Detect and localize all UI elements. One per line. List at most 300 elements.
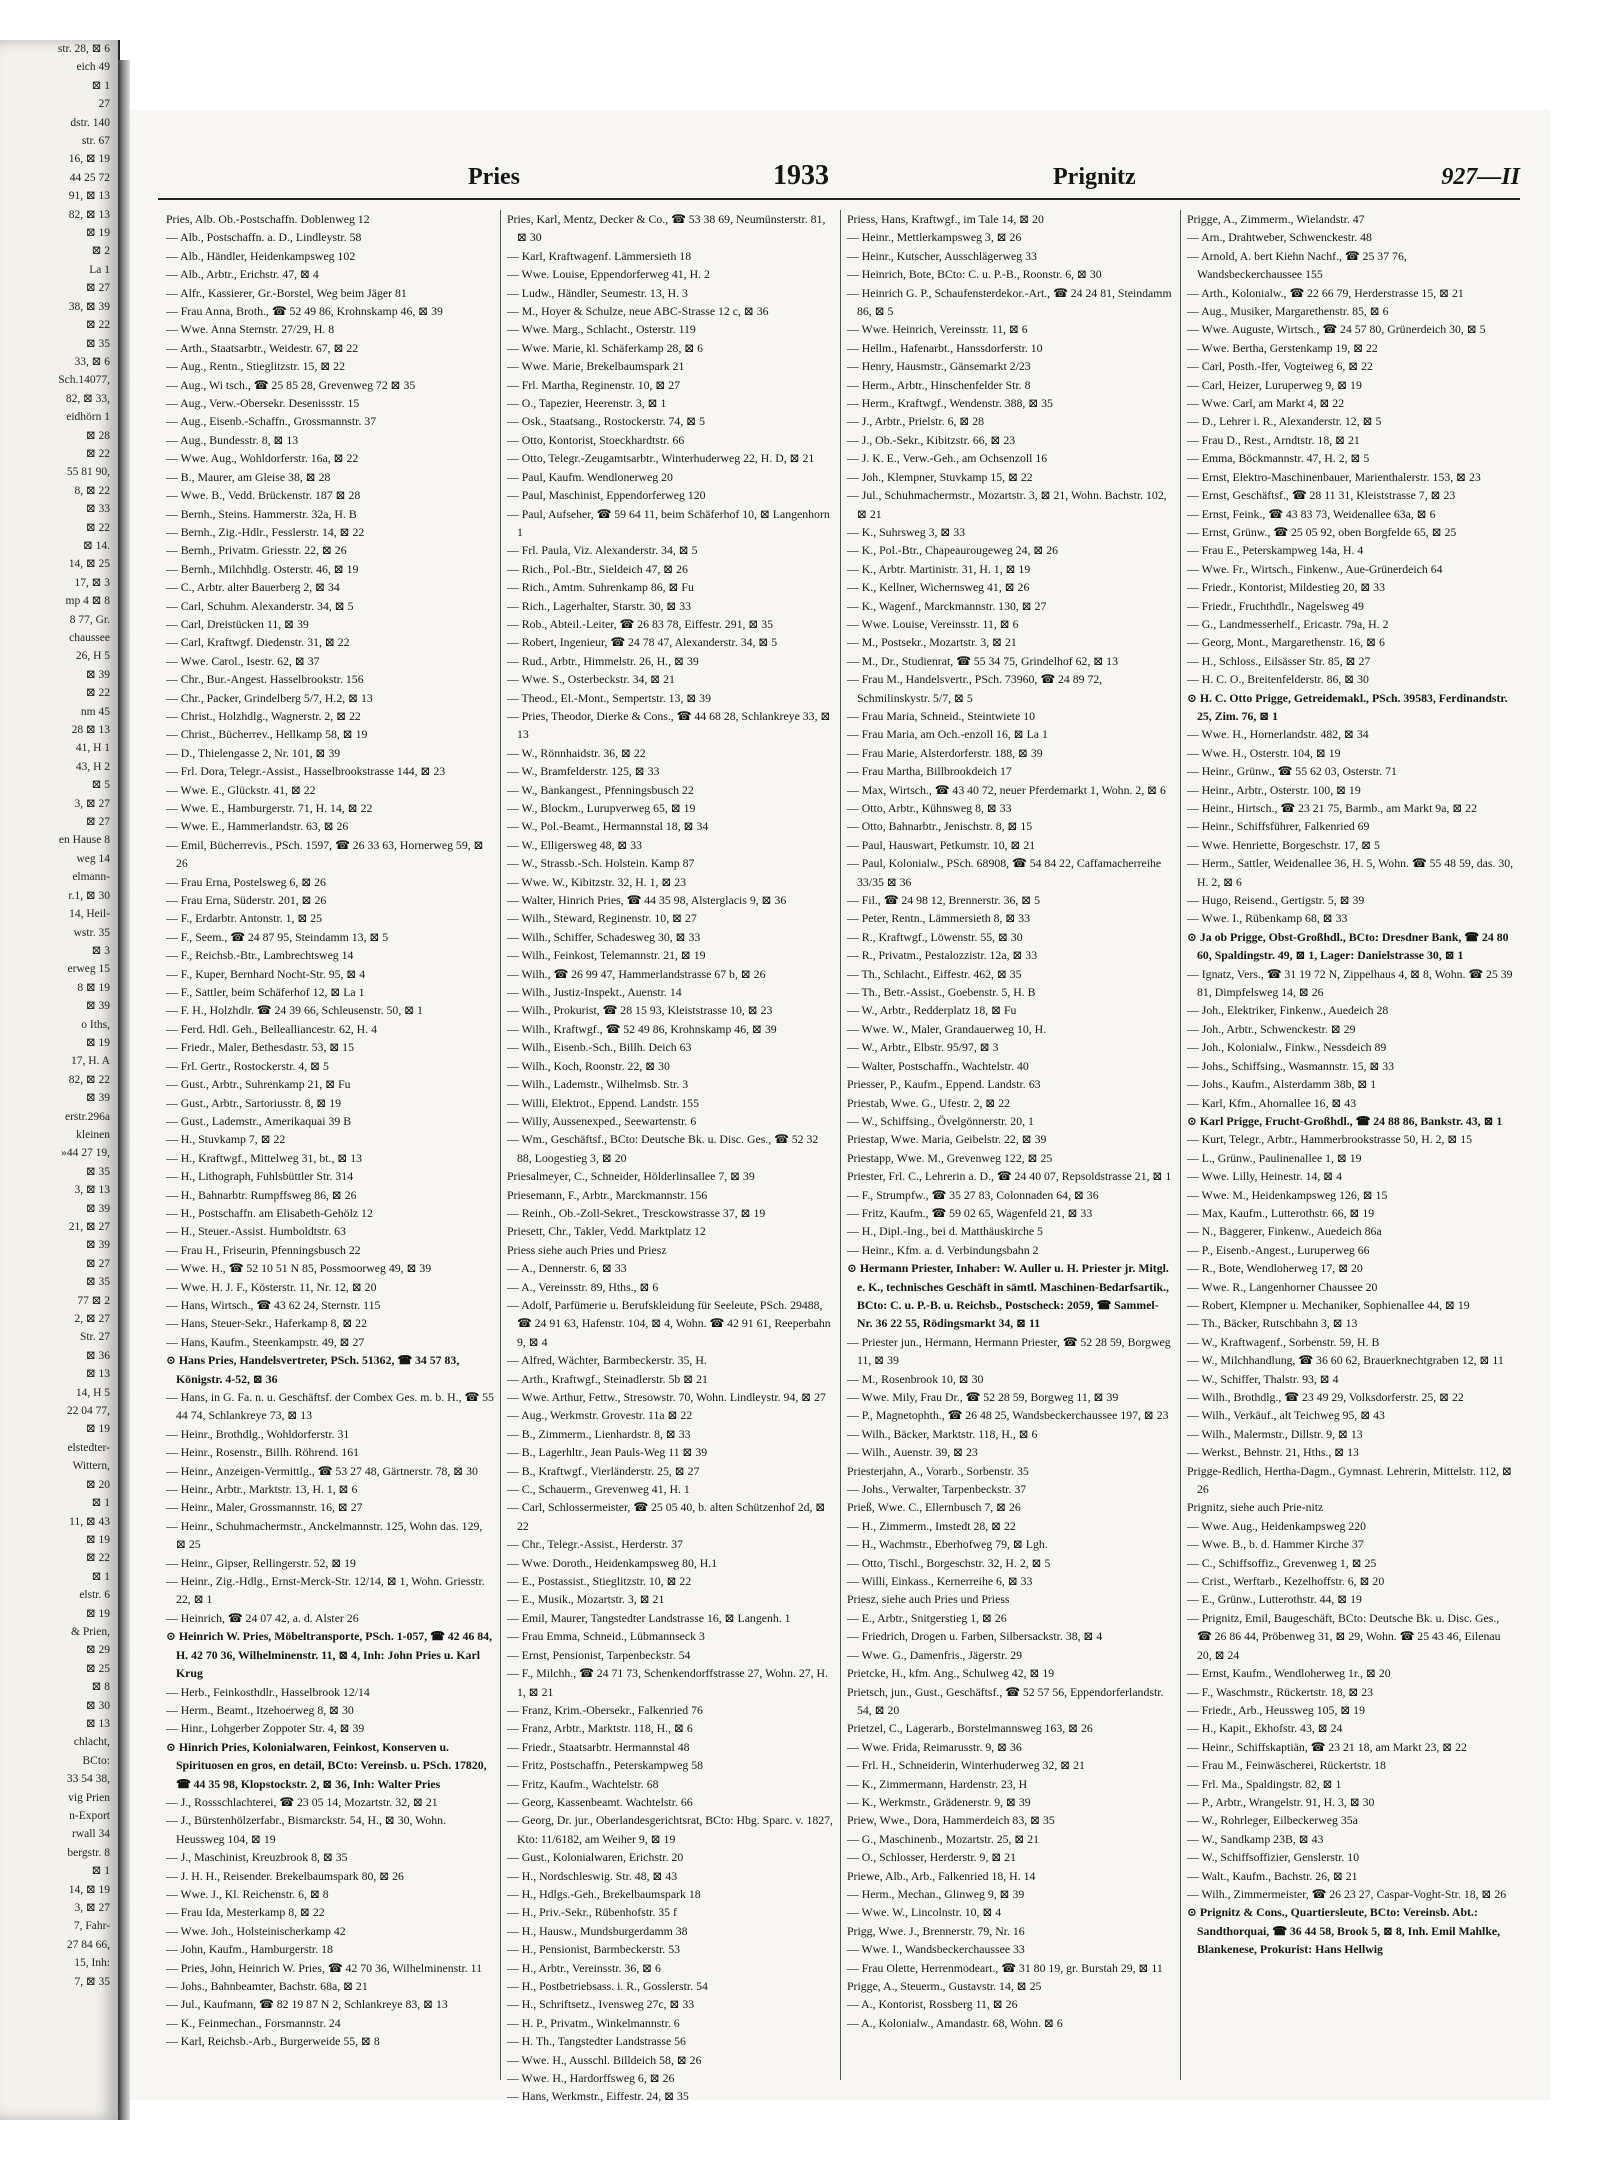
directory-entry: — W., Strassb.-Sch. Holstein. Kamp 87 <box>507 856 695 871</box>
directory-entry: — F., Sattler, beim Schäferhof 12, ⊠ La 1 <box>166 985 365 1000</box>
directory-entry: — Frau H., Friseurin, Pfenningsbusch 22 <box>166 1242 361 1257</box>
directory-entry: — D., Lehrer i. R., Alexanderstr. 12, ⊠ 5 <box>1187 414 1382 429</box>
directory-entry: — Frl. Paula, Viz. Alexanderstr. 34, ⊠ 5 <box>507 543 698 558</box>
left-fragment-line: 3, ⊠ 13 <box>74 1184 110 1197</box>
left-fragment-line: eidhörn 1 <box>66 411 110 424</box>
left-fragment-line: ⊠ 39 <box>85 1239 110 1252</box>
directory-entry: — Wilh., Verkäuf., alt Teichweg 95, ⊠ 43 <box>1187 1408 1385 1423</box>
directory-entry: — Robert, Klempner u. Mechaniker, Sophienallee 44, ⊠ 19 <box>1187 1297 1470 1312</box>
directory-entry: — Carl, Dreistücken 11, ⊠ 39 <box>166 616 309 631</box>
directory-entry: — Heinr., Maler, Grossmannstr. 16, ⊠ 27 <box>166 1500 363 1515</box>
directory-entry: — Wilh., Eisenb.-Sch., Billh. Deich 63 <box>507 1040 692 1055</box>
left-fragment-line: & Prien, <box>71 1625 110 1638</box>
directory-entry: — Ernst, Pensionist, Tarpenbeckstr. 54 <box>507 1647 691 1662</box>
directory-entry: — Bernh., Milchhdlg. Osterstr. 46, ⊠ 19 <box>166 561 359 576</box>
left-fragment-line: 14, ⊠ 19 <box>68 1883 110 1896</box>
directory-entry: — H. P., Privatm., Winkelmannstr. 6 <box>507 2015 680 2030</box>
directory-entry: — Herm., Sattler, Weidenallee 36, H. 5, Wohn. ☎ 55 48 59, das. 30, H. 2, ⊠ 6 <box>1187 856 1514 889</box>
left-fragment-line: en Hause 8 <box>58 834 110 847</box>
left-fragment-line: 44 25 72 <box>69 171 110 184</box>
column-4 <box>1180 210 1520 2080</box>
directory-entry: — Herm., Kraftwgf., Wendenstr. 388, ⊠ 35 <box>847 396 1053 411</box>
directory-entry: — Carl, Schlossermeister, ☎ 25 05 40, b. alten Schützenhof 2d, ⊠ 22 <box>507 1500 826 1533</box>
directory-entry: — Friedr., Fruchthdlr., Nagelsweg 49 <box>1187 598 1364 613</box>
directory-entry: — Paul, Maschinist, Eppendorferweg 120 <box>507 488 706 503</box>
directory-entry: — Ferd. Hdl. Geh., Bellealliancestr. 62, H. 4 <box>166 1021 377 1036</box>
directory-entry: — Wilh., Prokurist, ☎ 28 15 93, Kleiststrasse 10, ⊠ 23 <box>507 1003 773 1018</box>
directory-entry: — Prignitz, Emil, Baugeschäft, BCto: Deutsche Bk. u. Disc. Ges., ☎ 26 86 44, Pröbenweg 31, ⊠ 29, Wohn. ☎ 25 43 46, Eilenau 20, ⊠ 24 <box>1187 1610 1501 1662</box>
directory-entry: Prieß, Wwe. C., Ellernbusch 7, ⊠ 26 <box>847 1500 1021 1515</box>
directory-entry: — Otto, Arbtr., Kühnsweg 8, ⊠ 33 <box>847 801 1012 815</box>
left-fragment-line: 8 ⊠ 19 <box>77 981 110 994</box>
directory-entry: — Walter, Postschaffn., Wachtelstr. 40 <box>847 1058 1029 1073</box>
left-fragment-line: ⊠ 5 <box>91 779 110 792</box>
directory-entry: — Wwe. E., Glückstr. 41, ⊠ 22 <box>166 782 316 797</box>
directory-entry: — Aug., Rentn., Stieglitzstr. 15, ⊠ 22 <box>166 359 345 374</box>
directory-entry: — Bernh., Steins. Hammerstr. 32a, H. B <box>166 506 357 521</box>
left-fragment-line: nm 45 <box>80 705 110 718</box>
directory-entry: — F., Milchh., ☎ 24 71 73, Schenkendorffstrasse 27, Wohn. 27, H. 1, ⊠ 21 <box>507 1666 829 1699</box>
directory-entry: — W., Schiffsing., Övelgönnerstr. 20, 1 <box>847 1113 1034 1128</box>
left-fragment-line: ⊠ 30 <box>85 1699 110 1712</box>
directory-entry: — Frau Marie, Alsterdorferstr. 188, ⊠ 39 <box>847 745 1043 760</box>
directory-entry: — H., Arbtr., Vereinsstr. 36, ⊠ 6 <box>507 1960 661 1975</box>
directory-entry: — Hans, Werkmstr., Eiffestr. 24, ⊠ 35 <box>507 2089 689 2104</box>
directory-entry: — Emil, Maurer, Tangstedter Landstrasse 16, ⊠ Langenh. 1 <box>507 1610 791 1625</box>
left-fragment-line: dstr. 140 <box>70 116 110 129</box>
directory-entry: — Carl, Schuhm. Alexanderstr. 34, ⊠ 5 <box>166 598 354 613</box>
directory-entry: — Carl, Kraftwgf. Diedenstr. 31, ⊠ 22 <box>166 635 350 650</box>
left-fragment-line: 14, H 5 <box>75 1386 110 1399</box>
directory-entry: ⊙ Heinrich W. Pries, Möbeltransporte, PSch. 1-057, ☎ 42 46 84, H. 42 70 36, Wilhelminenstr. 11, ⊠ 4, Inh: John Pries u. Karl Krug <box>166 1629 493 1681</box>
left-fragment-line: 16, ⊠ 19 <box>68 153 110 166</box>
left-fragment-line: 3, ⊠ 27 <box>74 797 110 810</box>
directory-entry: — W., Schiffsoffizier, Genslerstr. 10 <box>1187 1850 1360 1865</box>
directory-entry: — Hans, Steuer-Sekr., Haferkamp 8, ⊠ 22 <box>166 1316 367 1331</box>
left-fragment-line: 21, ⊠ 27 <box>68 1221 110 1233</box>
directory-entry: — Friedr., Arb., Heussweg 105, ⊠ 19 <box>1187 1702 1365 1717</box>
left-fragment-line: 27 84 66, <box>66 1938 110 1951</box>
left-fragment-line: ⊠ 39 <box>85 668 110 681</box>
left-fragment-line: 82, ⊠ 22 <box>68 1073 110 1086</box>
directory-entry: — Wwe. R., Langenhorner Chaussee 20 <box>1187 1279 1378 1294</box>
left-fragment-line: 82, ⊠ 33, <box>65 392 110 405</box>
directory-entry: — Wwe. H., Ausschl. Billdeich 58, ⊠ 26 <box>507 2052 702 2067</box>
directory-entry: — W., Milchhandlung, ☎ 36 60 62, Brauerknechtgraben 12, ⊠ 11 <box>1187 1353 1504 1368</box>
directory-entry: — Aug., Werkmstr. Grovestr. 11a ⊠ 22 <box>507 1408 693 1423</box>
directory-entry: — Arn., Drahtweber, Schwenckestr. 48 <box>1187 230 1372 245</box>
column-1 <box>160 210 500 2080</box>
left-fragment-line: La 1 <box>89 263 110 276</box>
directory-entry: — Georg, Dr. jur., Oberlandesgerichtsrat, BCto: Hbg. Sparc. v. 1827, Kto: 11/6182, am Weiher 9, ⊠ 19 <box>507 1813 833 1846</box>
directory-entry: ⊙ Hermann Priester, Inhaber: W. Auller u. H. Priester jr. Mitgl. e. K., technisches Geschäft in sämtl. Maschinen-Bedarfsartik., BCto: C. u. P.-B. u. Reichsb., Postscheck: 2059, ☎ Sammel-Nr. 36 22 55, Rödingsmarkt 34, ⊠ 11 <box>847 1261 1169 1331</box>
directory-entry: — Fritz, Kaufm., ☎ 59 02 65, Wagenfeld 21, ⊠ 33 <box>847 1205 1093 1220</box>
directory-entry: — K., Arbtr. Martinistr. 31, H. 1, ⊠ 19 <box>847 561 1031 576</box>
directory-entry: — Aug., Verw.-Obersekr. Desenissstr. 15 <box>166 396 360 411</box>
directory-entry: — Th., Betr.-Assist., Goebenstr. 5, H. B <box>847 985 1036 1000</box>
directory-entry: — Pries, John, Heinrich W. Pries, ☎ 42 70 36, Wilhelminenstr. 11 <box>166 1960 483 1975</box>
left-fragment-line: ⊠ 36 <box>85 1349 110 1362</box>
directory-entry: — Peter, Rentn., Lämmersieth 8, ⊠ 33 <box>847 911 1031 926</box>
directory-entry: — F., Reichsb.-Btr., Lambrechtsweg 14 <box>166 948 354 963</box>
column-3 <box>840 210 1180 2080</box>
directory-entry: — W., Kraftwagenf., Sorbenstr. 59, H. B <box>1187 1334 1380 1349</box>
directory-entry: — Georg, Mont., Margarethenstr. 16, ⊠ 6 <box>1187 635 1385 650</box>
directory-entry: — Johs., Bahnbeamter, Bachstr. 68a, ⊠ 21 <box>166 1979 368 1993</box>
directory-entry: — Th., Bäcker, Rutschbahn 3, ⊠ 13 <box>1187 1316 1358 1331</box>
directory-entry: — Friedr., Maler, Bethesdastr. 53, ⊠ 15 <box>166 1040 354 1055</box>
directory-entry: — Wwe. E., Hamburgerstr. 71, H. 14, ⊠ 22 <box>166 801 373 815</box>
directory-entry: — Friedr., Staatsarbtr. Hermannstal 48 <box>507 1739 690 1754</box>
directory-entry: — B., Maurer, am Gleise 38, ⊠ 28 <box>166 469 331 484</box>
directory-entry: — J., Bürstenhölzerfabr., Bismarckstr. 54, H., ⊠ 30, Wohn. Heussweg 104, ⊠ 19 <box>166 1813 447 1846</box>
directory-entry: — K., Kellner, Wichernsweg 41, ⊠ 26 <box>847 580 1030 595</box>
directory-entry: — J. K. E., Verw.-Geh., am Ochsenzoll 16 <box>847 451 1048 466</box>
directory-entry: — Ernst, Geschäftsf., ☎ 28 11 31, Kleiststrasse 7, ⊠ 23 <box>1187 488 1456 503</box>
directory-entry: — W., Bramfelderstr. 125, ⊠ 33 <box>507 764 660 779</box>
directory-entry: — Wwe. B., b. d. Hammer Kirche 37 <box>1187 1537 1364 1552</box>
directory-entry: — Wwe. Doroth., Heidenkampsweg 80, H.1 <box>507 1555 718 1570</box>
directory-entry: — Wwe. W., Maler, Grandauerweg 10, H. <box>847 1021 1047 1036</box>
left-fragment-line: ⊠ 35 <box>85 337 110 350</box>
directory-entry: — Wwe. H. J. F., Kösterstr. 11, Nr. 12, ⊠ 20 <box>166 1279 377 1294</box>
directory-entry: — Hans, in G. Fa. n. u. Geschäftsf. der Combex Ges. m. b. H., ☎ 55 44 74, Schlankreye 73, ⊠ 13 <box>166 1390 494 1423</box>
directory-entry: — Otto, Telegr.-Zeugamtsarbtr., Winterhuderweg 22, H. D, ⊠ 21 <box>507 451 815 466</box>
directory-entry: — Wwe. Louise, Eppendorferweg 41, H. 2 <box>507 267 710 282</box>
directory-entry: — Chr., Telegr.-Assist., Herderstr. 37 <box>507 1537 683 1552</box>
directory-entry: — Heinr., Rosenstr., Billh. Röhrend. 161 <box>166 1445 360 1460</box>
directory-entry: — F., Seem., ☎ 24 87 95, Steindamm 13, ⊠ 5 <box>166 929 389 944</box>
directory-entry: — Gust., Arbtr., Sartoriusstr. 8, ⊠ 19 <box>166 1095 342 1110</box>
directory-entry: — Heinr., Mettlerkampsweg 3, ⊠ 26 <box>847 230 1022 245</box>
directory-entry: — Frau M., Feinwäscherei, Rückertstr. 18 <box>1187 1758 1386 1773</box>
left-fragment-line: ⊠ 20 <box>85 1478 110 1491</box>
left-fragment-line: Sch.14077, <box>58 374 110 387</box>
left-fragment-line: chlacht, <box>73 1736 110 1749</box>
directory-entry: — Walt., Kaufm., Bachstr. 26, ⊠ 21 <box>1187 1868 1358 1883</box>
left-fragment-line: ⊠ 22 <box>85 687 110 700</box>
left-fragment-line: 82, ⊠ 13 <box>68 208 110 221</box>
directory-entry: — Wwe. Marg., Schlacht., Osterstr. 119 <box>507 322 696 337</box>
directory-entry: — R., Kraftwgf., Löwenstr. 55, ⊠ 30 <box>847 929 1023 944</box>
directory-entry: — Alfr., Kassierer, Gr.-Borstel, Weg beim Jäger 81 <box>166 285 407 300</box>
directory-entry: — Frl. Gertr., Rostockerstr. 4, ⊠ 5 <box>166 1058 329 1073</box>
left-fragment-line: 3, ⊠ 27 <box>74 1902 110 1915</box>
directory-entry: — Frau Olette, Herrenmodeart., ☎ 31 80 19, gr. Burstah 29, ⊠ 11 <box>847 1960 1163 1975</box>
directory-entry: — E., Musik., Mozartstr. 3, ⊠ 21 <box>507 1592 665 1607</box>
left-fragment-line: 17, H. A <box>71 1055 110 1068</box>
directory-entry: — Frau Ida, Mesterkamp 8, ⊠ 22 <box>166 1905 325 1920</box>
directory-entry: — Ignatz, Vers., ☎ 31 19 72 N, Zippelhaus 4, ⊠ 8, Wohn. ☎ 25 39 81, Dimpfelsweg 14, ⊠ 26 <box>1187 966 1513 1000</box>
directory-entry: — L., Grünw., Paulinenallee 1, ⊠ 19 <box>1187 1150 1362 1165</box>
directory-entry: — Arth., Staatsarbtr., Weidestr. 67, ⊠ 22 <box>166 340 359 355</box>
left-fragment-line: 28 ⊠ 13 <box>71 724 110 737</box>
left-fragment-line: chaussee <box>69 632 110 644</box>
directory-entry: — Wwe. W., Lincolnstr. 10, ⊠ 4 <box>847 1905 1002 1920</box>
directory-entry: — J., Arbtr., Prielstr. 6, ⊠ 28 <box>847 414 985 429</box>
directory-entry: — D., Thielengasse 2, Nr. 101, ⊠ 39 <box>166 745 341 760</box>
directory-entry: — Pries, Theodor, Dierke & Cons., ☎ 44 68 28, Schlankreye 33, ⊠ 13 <box>507 708 831 742</box>
directory-entry: — H., Schloss., Eilsässer Str. 85, ⊠ 27 <box>1187 653 1371 668</box>
directory-entry: Prignitz, siehe auch Prie-nitz <box>1187 1500 1324 1515</box>
left-fragment-line: 22 04 77, <box>66 1405 110 1418</box>
directory-entry: — Frau Martha, Billbrookdeich 17 <box>847 764 1012 779</box>
directory-entry: — H., Lithograph, Fuhlsbüttler Str. 314 <box>166 1169 354 1184</box>
directory-entry: — Robert, Ingenieur, ☎ 24 78 47, Alexanderstr. 34, ⊠ 5 <box>507 635 778 650</box>
header-first-name: Pries <box>468 164 520 190</box>
directory-entry: — Friedr., Kontorist, Mildestieg 20, ⊠ 33 <box>1187 580 1385 595</box>
directory-entry: — B., Lagerhltr., Jean Pauls-Weg 11 ⊠ 39 <box>507 1445 708 1460</box>
directory-entry: — Wilh., Bäcker, Marktstr. 118, H., ⊠ 6 <box>847 1426 1038 1441</box>
left-fragment-line: 2, ⊠ 27 <box>74 1313 110 1326</box>
directory-entry: — Willi, Elektrot., Eppend. Landstr. 155 <box>507 1095 699 1110</box>
directory-entry: — Chr., Packer, Grindelberg 5/7, H.2, ⊠ 13 <box>166 690 373 705</box>
directory-entry: Prigge, A., Steuerm., Gustavstr. 14, ⊠ 25 <box>847 1979 1042 1993</box>
directory-entry: — Frau Erna, Postelsweg 6, ⊠ 26 <box>166 874 326 889</box>
left-fragment-line: 55 81 90, <box>66 466 110 479</box>
directory-entry: — Kurt, Telegr., Arbtr., Hammerbrookstrasse 50, H. 2, ⊠ 15 <box>1187 1132 1473 1147</box>
left-fragment-line: 14, ⊠ 25 <box>68 558 110 571</box>
directory-entry: — H. Th., Tangstedter Landstrasse 56 <box>507 2034 686 2049</box>
directory-entry: — Herb., Feinkosthdlr., Hasselbrook 12/14 <box>166 1684 370 1699</box>
directory-entry: — R., Bote, Wendloherweg 17, ⊠ 20 <box>1187 1261 1363 1276</box>
directory-entry: — Aug., Wi tsch., ☎ 25 85 28, Grevenweg 72 ⊠ 35 <box>166 377 416 392</box>
directory-entry: — Christ., Bücherrev., Hellkamp 58, ⊠ 19 <box>166 727 368 742</box>
directory-entry: — H., Hdlgs.-Geh., Brekelbaumspark 18 <box>507 1886 701 1901</box>
directory-entry: — Rob., Abteil.-Leiter, ☎ 26 83 78, Eiffestr. 291, ⊠ 35 <box>507 616 774 631</box>
directory-entry: — Wwe. Fr., Wirtsch., Finkenw., Aue-Grünerdeich 64 <box>1187 561 1443 576</box>
directory-entry: — Johs., Schiffsing., Wasmannstr. 15, ⊠ 33 <box>1187 1058 1395 1073</box>
left-fragment-line: 14, Heil- <box>69 908 110 921</box>
directory-entry: — Heinrich, ☎ 24 07 42, a. d. Alster 26 <box>166 1610 359 1625</box>
directory-entry: — M., Rosenbrook 10, ⊠ 30 <box>847 1371 984 1386</box>
directory-entry: — F., Kuper, Bernhard Nocht-Str. 95, ⊠ 4 <box>166 966 366 981</box>
left-fragment-line: ⊠ 19 <box>85 1036 110 1049</box>
left-fragment-line: ⊠ 2 <box>91 245 110 258</box>
directory-entry: — Heinr., Zig.-Hdlg., Ernst-Merck-Str. 12/14, ⊠ 1, Wohn. Griesstr. 22, ⊠ 1 <box>166 1574 485 1607</box>
directory-entry: — Th., Schlacht., Eiffestr. 462, ⊠ 35 <box>847 966 1022 981</box>
directory-entry: — H., Dipl.-Ing., bei d. Matthäuskirche 5 <box>847 1224 1043 1239</box>
left-fragment-line: 91, ⊠ 13 <box>68 190 110 203</box>
left-fragment-line: 41, H 1 <box>75 742 110 755</box>
directory-entry: — W., Bankangest., Pfenningsbusch 22 <box>507 782 694 797</box>
directory-entry: — Arnold, A. bert Kiehn Nachf., ☎ 25 37 76, Wandsbeckerchaussee 155 <box>1187 248 1407 282</box>
directory-entry: — Georg, Kassenbeamt. Wachtelstr. 66 <box>507 1794 693 1809</box>
left-fragment-line: 43, H 2 <box>75 760 110 773</box>
directory-entry: — Otto, Kontorist, Stoeckhardtstr. 66 <box>507 432 685 447</box>
left-fragment-line: 33, ⊠ 6 <box>74 355 110 368</box>
directory-entry: — Johs., Verwalter, Tarpenbeckstr. 37 <box>847 1482 1027 1497</box>
directory-entry: Priestab, Wwe. G., Ufestr. 2, ⊠ 22 <box>847 1095 1011 1110</box>
directory-entry: — Wwe. Carl, am Markt 4, ⊠ 22 <box>1187 396 1345 411</box>
left-fragment-line: n-Export <box>69 1810 110 1822</box>
directory-entry: Priester, Frl. C., Lehrerin a. D., ☎ 24 40 07, Repsoldstrasse 21, ⊠ 1 <box>847 1169 1172 1184</box>
left-fragment-line: 8 77, Gr. <box>69 613 110 626</box>
directory-entry: — Heinr., Brothdlg., Wohldorferstr. 31 <box>166 1426 350 1441</box>
directory-entry: — O., Schlosser, Herderstr. 9, ⊠ 21 <box>847 1850 1016 1865</box>
directory-entry: Priewe, Alb., Arb., Falkenried 18, H. 14 <box>847 1868 1036 1883</box>
directory-entry: — Karl, Kraftwagenf. Lämmersieth 18 <box>507 248 692 263</box>
left-fragment-line: ⊠ 22 <box>85 521 110 534</box>
directory-entry: — H., Priv.-Sekr., Rübenhofstr. 35 f <box>507 1905 677 1920</box>
directory-entry: — W., Arbtr., Elbstr. 95/97, ⊠ 3 <box>847 1040 999 1055</box>
left-fragment-line: ⊠ 27 <box>85 816 110 829</box>
left-fragment-line: 7, Fahr- <box>73 1920 110 1933</box>
directory-entry: Priesett, Chr., Takler, Vedd. Marktplatz 12 <box>507 1224 706 1239</box>
directory-entry: — Otto, Tischl., Borgeschstr. 32, H. 2, ⊠ 5 <box>847 1555 1051 1570</box>
directory-entry: — Wwe. M., Heidenkampsweg 126, ⊠ 15 <box>1187 1187 1388 1202</box>
directory-entry: — Theod., El.-Mont., Sempertstr. 13, ⊠ 39 <box>507 690 711 705</box>
directory-entry: — H., Wachmstr., Eberhofweg 79, ⊠ Lgh. <box>847 1537 1048 1552</box>
directory-entry: — Wilh., Brothdlg., ☎ 23 49 29, Volksdorferstr. 25, ⊠ 22 <box>1187 1390 1464 1404</box>
directory-entry: — K., Feinmechan., Forsmannstr. 24 <box>166 2015 341 2030</box>
directory-entry: — Jul., Schuhmachermstr., Mozartstr. 3, ⊠ 21, Wohn. Bachstr. 102, ⊠ 21 <box>847 488 1167 521</box>
directory-entry: — Wwe. Marie, Brekelbaumspark 21 <box>507 359 685 374</box>
directory-entry: — Crist., Werftarb., Kezelhoffstr. 6, ⊠ 20 <box>1187 1574 1385 1589</box>
directory-entry: — J., Rossschlachterei, ☎ 23 05 14, Mozartstr. 32, ⊠ 21 <box>166 1794 438 1809</box>
directory-entry: — Otto, Bahnarbtr., Jenischstr. 8, ⊠ 15 <box>847 819 1033 834</box>
directory-entry: — H., Bahnarbtr. Rumpffsweg 86, ⊠ 26 <box>166 1187 357 1202</box>
directory-entry: — H., Kraftwgf., Mittelweg 31, bt., ⊠ 13 <box>166 1150 362 1165</box>
directory-entry: — Max, Kaufm., Lutterothstr. 66, ⊠ 19 <box>1187 1205 1375 1220</box>
left-fragment-line: 7, ⊠ 35 <box>74 1975 110 1988</box>
directory-entry: — K., Wagenf., Marckmannstr. 130, ⊠ 27 <box>847 598 1047 613</box>
directory-entry: — H., Schriftsetz., Ivensweg 27c, ⊠ 33 <box>507 1997 695 2012</box>
left-fragment-line: ⊠ 35 <box>85 1165 110 1178</box>
directory-entry: — Rud., Arbtr., Himmelstr. 26, H., ⊠ 39 <box>507 653 699 668</box>
directory-entry: — Alfred, Wächter, Barmbeckerstr. 35, H. <box>507 1353 707 1368</box>
directory-entry: — Wilh., Feinkost, Telemannstr. 21, ⊠ 19 <box>507 948 706 963</box>
directory-entry: — Hugo, Reisend., Gertigstr. 5, ⊠ 39 <box>1187 893 1365 908</box>
left-fragment-line: erstr.296a <box>64 1110 110 1123</box>
directory-entry: — Joh., Klempner, Stuvkamp 15, ⊠ 22 <box>847 469 1033 484</box>
left-fragment-line: ⊠ 27 <box>85 1257 110 1270</box>
left-fragment-line: ⊠ 25 <box>85 1662 110 1675</box>
directory-entry: — Ernst, Elektro-Maschinenbauer, Marienthalerstr. 153, ⊠ 23 <box>1187 469 1481 484</box>
directory-entry: — Paul, Kaufm. Wendlonerweg 20 <box>507 469 673 484</box>
page-header <box>158 158 1520 200</box>
directory-entry: — K., Werkmstr., Grädenerstr. 9, ⊠ 39 <box>847 1794 1031 1809</box>
directory-entry: — Wwe. Joh., Holsteinischerkamp 42 <box>166 1923 346 1938</box>
directory-entry: — Max, Wirtsch., ☎ 43 40 72, neuer Pferdemarkt 1, Wohn. 2, ⊠ 6 <box>847 782 1166 797</box>
directory-entry: — Willy, Aussenexped., Seewartenstr. 6 <box>507 1113 697 1128</box>
directory-entry: — Wwe. Louise, Vereinsstr. 11, ⊠ 6 <box>847 616 1019 631</box>
directory-entry: — J., Maschinist, Kreuzbrook 8, ⊠ 35 <box>166 1850 348 1865</box>
left-fragment-line: weg 14 <box>76 852 110 865</box>
directory-entry: — Frau Maria, Schneid., Steintwiete 10 <box>847 708 1036 723</box>
directory-entry: — Hinr., Lohgerber Zoppoter Str. 4, ⊠ 39 <box>166 1721 365 1736</box>
directory-entry: — Rich., Pol.-Btr., Sieldeich 47, ⊠ 26 <box>507 561 688 576</box>
directory-entry: — J., Ob.-Sekr., Kibitzstr. 66, ⊠ 23 <box>847 432 1016 447</box>
directory-entry: — A., Kolonialw., Amandastr. 68, Wohn. ⊠ 6 <box>847 2015 1063 2030</box>
directory-entry: — Emil, Bücherrevis., PSch. 1597, ☎ 26 33 63, Hornerweg 59, ⊠ 26 <box>166 837 484 871</box>
directory-entry: Priess siehe auch Pries und Priesz <box>507 1242 667 1257</box>
directory-entry: — Jul., Kaufmann, ☎ 82 19 87 N 2, Schlankreye 83, ⊠ 13 <box>166 1997 448 2012</box>
directory-entry: Prietzel, C., Lagerarb., Borstelmannsweg 163, ⊠ 26 <box>847 1721 1093 1736</box>
directory-entry: — Frau Erna, Süderstr. 201, ⊠ 26 <box>166 893 327 908</box>
directory-entry: — H., Stuvkamp 7, ⊠ 22 <box>166 1132 286 1147</box>
left-fragment-line: ⊠ 39 <box>85 1000 110 1013</box>
directory-entry: — Wwe. Marie, kl. Schäferkamp 28, ⊠ 6 <box>507 340 704 355</box>
directory-entry: — Ernst, Kaufm., Wendloherweg 1r., ⊠ 20 <box>1187 1666 1391 1681</box>
directory-entry: — K., Pol.-Btr., Chapeaurougeweg 24, ⊠ 26 <box>847 543 1059 558</box>
left-fragment-line: str. 28, ⊠ 6 <box>57 43 110 55</box>
directory-entry: — Rich., Lagerhalter, Starstr. 30, ⊠ 33 <box>507 598 692 613</box>
directory-entry: — Heinr., Kfm. a. d. Verbindungsbahn 2 <box>847 1242 1039 1257</box>
directory-entry: — John, Kaufm., Hamburgerstr. 18 <box>166 1942 333 1957</box>
left-fragment-line: ⊠ 3 <box>91 944 110 957</box>
directory-entry: — Osk., Staatsang., Rostockerstr. 74, ⊠ 5 <box>507 414 705 429</box>
directory-entry: — Wilh., Lademstr., Wilhelmsb. Str. 3 <box>507 1077 689 1092</box>
left-fragment-line: wstr. 35 <box>73 926 110 939</box>
directory-entry: — C., Schauerm., Grevenweg 41, H. 1 <box>507 1482 690 1497</box>
directory-entry: Priesser, P., Kaufm., Eppend. Landstr. 63 <box>847 1077 1041 1092</box>
directory-entry: — K., Zimmermann, Hardenstr. 23, H <box>847 1776 1028 1791</box>
left-fragment-line: »44 27 19, <box>61 1147 110 1160</box>
directory-entry: — Wwe. J., Kl. Reichenstr. 6, ⊠ 8 <box>166 1886 329 1901</box>
left-fragment-line: ⊠ 33 <box>85 503 110 516</box>
directory-entry: — R., Privatm., Pestalozzistr. 12a, ⊠ 33 <box>847 948 1038 963</box>
directory-entry: ⊙ Hinrich Pries, Kolonialwaren, Feinkost, Konserven u. Spirituosen en gros, en detail, BCto: Vereinsb. u. PSch. 17820, ☎ 44 35 98, Klopstockstr. 2, ⊠ 36, Inh: Walter Pries <box>166 1739 487 1791</box>
directory-entry: — Fil., ☎ 24 98 12, Brennerstr. 36, ⊠ 5 <box>847 893 1041 908</box>
directory-entry: — Wwe. S., Osterbeckstr. 34, ⊠ 21 <box>507 672 675 687</box>
directory-entry: — Wwe. Bertha, Gerstenkamp 19, ⊠ 22 <box>1187 340 1378 355</box>
left-fragment-line: kleinen <box>76 1128 110 1141</box>
directory-entry: — Bernh., Zig.-Hdlr., Fesslerstr. 14, ⊠ 22 <box>166 524 365 539</box>
directory-entry: — C., Arbtr. alter Bauerberg 2, ⊠ 34 <box>166 580 340 595</box>
directory-entry: — Wwe. H., Osterstr. 104, ⊠ 19 <box>1187 745 1341 760</box>
header-page-number: 927—II <box>1441 164 1520 190</box>
directory-entry: — Werkst., Behnstr. 21, Hths., ⊠ 13 <box>1187 1445 1359 1460</box>
directory-entry: — Herm., Arbtr., Hinschenfelder Str. 8 <box>847 377 1031 392</box>
left-fragment-line: ⊠ 19 <box>85 1607 110 1620</box>
directory-entry: ⊙ Hans Pries, Handelsvertreter, PSch. 51362, ☎ 34 57 83, Königstr. 4-52, ⊠ 36 <box>166 1353 460 1386</box>
directory-entry: — W., Schiffer, Thalstr. 93, ⊠ 4 <box>1187 1371 1339 1386</box>
left-fragment-line: erweg 15 <box>67 963 110 976</box>
entry-columns <box>160 210 1520 2104</box>
left-fragment-line: 8, ⊠ 22 <box>74 484 110 497</box>
left-fragment-line: ⊠ 22 <box>85 319 110 332</box>
left-fragment-line: Wittern, <box>72 1460 110 1473</box>
directory-entry: — H., Zimmerm., Imstedt 28, ⊠ 22 <box>847 1518 1016 1533</box>
directory-entry: — Wilh., Kraftwgf., ☎ 52 49 86, Krohnskamp 46, ⊠ 39 <box>507 1021 777 1036</box>
left-fragment-line: ⊠ 39 <box>85 1092 110 1105</box>
directory-entry: — Hans, Wirtsch., ☎ 43 62 24, Sternstr. 115 <box>166 1297 381 1312</box>
directory-entry: — Aug., Musiker, Margarethenstr. 85, ⊠ 6 <box>1187 304 1389 319</box>
directory-entry: — Frl. Dora, Telegr.-Assist., Hasselbrookstrasse 144, ⊠ 23 <box>166 764 446 779</box>
directory-entry: — Paul, Aufseher, ☎ 59 64 11, beim Schäferhof 10, ⊠ Langenhorn 1 <box>507 506 830 539</box>
directory-entry: — H., Postbetriebsass. i. R., Gosslerstr. 54 <box>507 1979 708 1993</box>
left-fragment-line: ⊠ 19 <box>85 1423 110 1436</box>
left-fragment-line: ⊠ 14. <box>83 539 110 552</box>
directory-entry: Prietsch, jun., Gust., Geschäftsf., ☎ 52 57 56, Eppendorferlandstr. 54, ⊠ 20 <box>847 1684 1164 1717</box>
left-fragment-line: mp 4 ⊠ 8 <box>65 595 110 608</box>
left-fragment-line: BCto: <box>82 1754 110 1767</box>
directory-entry: — Fritz, Kaufm., Wachtelstr. 68 <box>507 1776 659 1791</box>
directory-entry: — Arth., Kolonialw., ☎ 22 66 79, Herderstrasse 15, ⊠ 21 <box>1187 285 1464 300</box>
directory-entry: — Wm., Geschäftsf., BCto: Deutsche Bk. u. Disc. Ges., ☎ 52 32 88, Loogestieg 3, ⊠ 20 <box>507 1132 819 1165</box>
directory-entry: Pries, Alb. Ob.-Postschaffn. Doblenweg 12 <box>166 212 370 226</box>
directory-entry: — Ernst, Feink., ☎ 43 83 73, Weidenallee 63a, ⊠ 6 <box>1187 506 1436 521</box>
directory-entry: — F., Strumpfw., ☎ 35 27 83, Colonnaden 64, ⊠ 36 <box>847 1187 1099 1202</box>
left-fragment-line: ⊠ 13 <box>85 1717 110 1730</box>
directory-entry: — M., Hoyer & Schulze, neue ABC-Strasse 12 c, ⊠ 36 <box>507 304 769 319</box>
directory-entry: — Fritz, Postschaffn., Peterskampweg 58 <box>507 1758 704 1773</box>
directory-entry: — Paul, Kolonialw., PSch. 68908, ☎ 54 84 22, Caffamacherreihe 33/35 ⊠ 36 <box>847 856 1162 889</box>
directory-entry: — Wwe. Aug., Heidenkampsweg 220 <box>1187 1518 1366 1533</box>
left-fragment-line: Str. 27 <box>79 1331 110 1344</box>
directory-entry: — Heinrich, Bote, BCto: C. u. P.-B., Roonstr. 6, ⊠ 30 <box>847 267 1102 282</box>
